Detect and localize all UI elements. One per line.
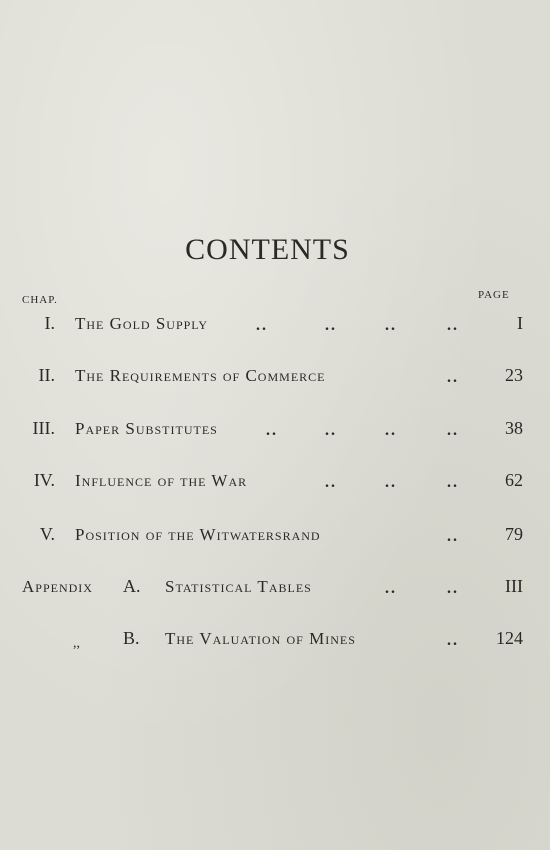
page-number: 124 xyxy=(496,628,523,648)
leader-dots: .. xyxy=(447,369,459,386)
leader-dots: .. xyxy=(385,474,397,491)
chapter-title: Position of the Witwatersrand xyxy=(75,525,321,544)
chap-column-header: CHAP. xyxy=(22,294,58,306)
appendix-title: The Valuation of Mines xyxy=(165,629,356,648)
leader-dots: .. xyxy=(385,580,397,597)
leader-dots: .. xyxy=(447,422,459,439)
chapter-number: I. xyxy=(44,313,55,333)
page-number: 38 xyxy=(505,418,523,438)
ditto-mark: ,, xyxy=(73,636,80,651)
chapter-number: III. xyxy=(32,418,55,438)
appendix-label: Appendix xyxy=(22,577,93,596)
leader-dots: .. xyxy=(266,422,278,439)
toc-entry xyxy=(0,524,550,554)
toc-entry xyxy=(0,628,550,658)
leader-dots: .. xyxy=(325,422,337,439)
leader-dots: .. xyxy=(447,317,459,334)
chapter-number: V. xyxy=(39,524,55,544)
page-number: 62 xyxy=(505,470,523,490)
leader-dots: .. xyxy=(447,528,459,545)
appendix-letter: A. xyxy=(123,576,141,596)
appendix-title: Statistical Tables xyxy=(165,577,312,596)
page-number: 79 xyxy=(505,524,523,544)
toc-entry xyxy=(0,365,550,395)
page-number: I xyxy=(517,313,523,333)
leader-dots: .. xyxy=(325,474,337,491)
page-column-header: PAGE xyxy=(478,289,510,301)
page-number: III xyxy=(505,576,523,596)
chapter-title: Influence of the War xyxy=(75,471,248,490)
chapter-number: IV. xyxy=(33,470,55,490)
leader-dots: .. xyxy=(256,317,268,334)
toc-entry xyxy=(0,313,550,343)
chapter-number: II. xyxy=(38,365,55,385)
page-number: 23 xyxy=(505,365,523,385)
appendix-letter: B. xyxy=(123,628,140,648)
leader-dots: .. xyxy=(447,580,459,597)
toc-entry xyxy=(0,470,550,500)
leader-dots: .. xyxy=(385,422,397,439)
chapter-title: The Requirements of Commerce xyxy=(75,366,326,385)
toc-entry xyxy=(0,418,550,448)
leader-dots: .. xyxy=(385,317,397,334)
leader-dots: .. xyxy=(325,317,337,334)
leader-dots: .. xyxy=(447,474,459,491)
chapter-title: The Gold Supply xyxy=(75,314,209,333)
toc-entry xyxy=(0,576,550,606)
chapter-title: Paper Substitutes xyxy=(75,419,218,438)
page-title: CONTENTS xyxy=(185,233,350,266)
leader-dots: .. xyxy=(447,632,459,649)
